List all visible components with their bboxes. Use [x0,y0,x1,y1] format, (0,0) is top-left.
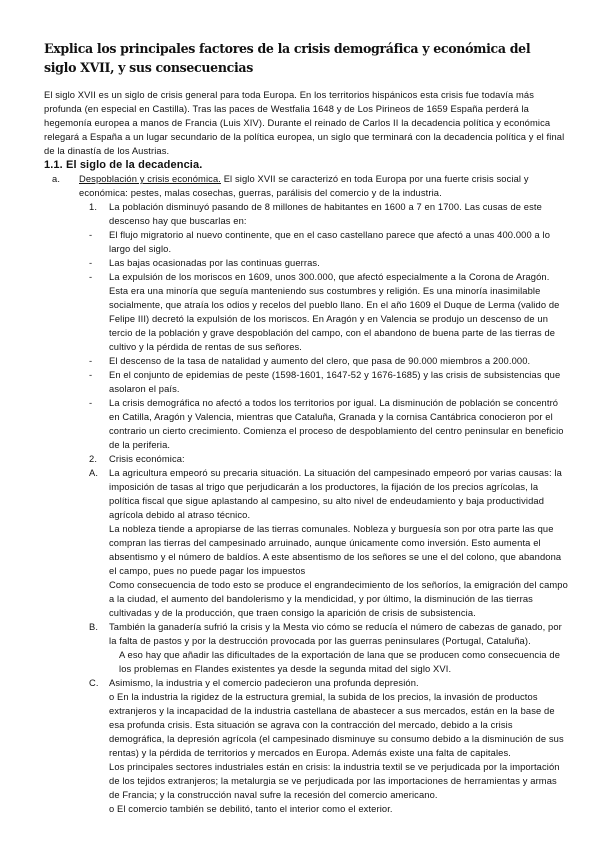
list-item-text: Las bajas ocasionadas por las continuas guerras. [109,258,320,268]
document-body [44,88,570,816]
dash-marker: - [89,230,93,240]
dash-marker: - [89,356,93,366]
list-item-1 [44,200,570,228]
list-item-C [44,676,570,816]
paragraph: Asimismo, la industria y el comercio padecieron una profunda depresión. [109,678,419,688]
list-marker: B. [89,622,99,632]
dash-marker: - [89,398,93,408]
dash-marker: - [89,272,93,282]
list-marker: A. [89,468,99,478]
list-item-2-text: Crisis económica: [109,454,185,464]
list-item [44,396,570,452]
dash-marker: - [89,370,93,380]
subheading-despoblacion: Despoblación y crisis económica. [79,174,221,184]
intro-paragraph: El siglo XVII es un siglo de crisis general para toda Europa. En los territorios hispánicos esta crisis fue todavía más profunda (en especial en Castilla). Tras las paces de Westfalia 1648 y de Los Pirineos de 1659 España perderá la hegemonía europea a manos de Francia (Luis XIV). Durante el reinado de Carlos II la decadencia política y económica relegará a España a un lugar secundario de la política europea, un siglo que terminará con la decadencia política y el final de la dinastía de los Austrias. [44,90,565,156]
list-item-text: En el conjunto de epidemias de peste (1598-1601, 1647-52 y 1676-1685) y las crisis de subsistencias que asolaron el país. [109,370,561,394]
list-item [44,228,570,256]
dash-marker: - [89,258,93,268]
paragraph: o En la industria la rigidez de la estructura gremial, la subida de los precios, la invasión de productos extranjeros y la incapacidad de la industria castellana de abastecer a sus mercados, están en la base de esa profunda crisis. Esta situación se agrava con la contracción del mercado, debido a la crisis demográfica, la depresión agrícola (el campesinado disminuye su consumo debido a la disminución de sus rentas) y la pérdida de territorios y mercados en Europa. Además existe una falta de capitales. [109,692,564,758]
list-item-a-content [79,172,570,200]
list-item-A-content [109,466,570,620]
paragraph: Los principales sectores industriales están en crisis: la industria textil se ve perjudicada por la importación de los tejidos extranjeros; la metalurgia se ve perjudicada por las importaciones de herramientas y armas de Francia; y la construcción naval sufre la recesión del comercio americano. [109,762,560,800]
list-item [44,368,570,396]
list-item-B [44,620,570,676]
list-marker: 1. [89,202,98,212]
list-item-text: La crisis demográfica no afectó a todos los territorios por igual. La disminución de población se concentró en Catilla, Aragón y Valencia, mientras que Cataluña, Granada y la cornisa Cantábrica conocieron por el contrario un cierto crecimiento. Comienza el proceso de despoblamiento del centro peninsular en beneficio de la periferia. [109,398,564,450]
paragraph: Como consecuencia de todo esto se produce el engrandecimiento de los señoríos, la emigración del campo a la ciudad, el aumento del bandolerismo y la mendicidad, y por último, la disminución de las tierras cultivadas y de la producción, que traen consigo la aparición de crisis de subsistencia. [109,580,568,618]
list-item-a-text: El siglo XVII se caracterizó en toda Europa por una fuerte crisis social y económica: pestes, malas cosechas, guerras, parálisis del comercio y de la industria. [79,174,529,198]
paragraph: La agricultura empeoró su precaria situación. La situación del campesinado empeoró por varias causas: la imposición de tasas al trigo que perjudicarán a los productores, la fijación de los precios agrícolas, la política fiscal que sigue aplastando al campesino, su alto nivel de endeudamiento y baja productividad agrícola debido al atraso técnico. [109,468,562,520]
list-item-a [44,172,570,200]
document-title: Explica los principales factores de la crisis demográfica y económica del siglo XVII, y sus consecuencias [44,41,531,75]
paragraph: A eso hay que añadir las dificultades de la exportación de lana que se producen como consecuencia de los problemas en Flandes existentes ya desde la segunda mitad del siglo XVI. [119,650,561,674]
list-marker: C. [89,678,99,688]
section-heading: 1.1. El siglo de la decadencia. [44,159,203,171]
list-item-text: El flujo migratorio al nuevo continente, que en el caso castellano parece que afectó a unas 400.000 a lo largo del siglo. [109,230,551,254]
list-item-C-content [109,676,570,816]
list-marker: a. [52,174,61,184]
list-item-text: La expulsión de los moriscos en 1609, unos 300.000, que afectó especialmente a la Corona de Aragón. Esta era una minoría que seguía manteniendo sus costumbres y religión. Es una minoría inasimilable socialmente, que atraía los odios y recelos del pueblo llano. En el año 1609 el Duque de Lerma (valido de Felipe III) decretó la expulsión de los moriscos. En Aragón y en Valencia se produjo un descenso de un tercio de la población y grave despoblación del campo, con el abandono de buena parte de las tierras de cultivo y la pérdida de rentas de sus señores. [109,272,560,352]
list-marker: 2. [89,454,98,464]
paragraph: La nobleza tiende a apropiarse de las tierras comunales. Nobleza y burguesía son por otra parte las que compran las tierras del campesinado arruinado, aunque únicamente como inversión. Esto aumenta el absentismo y el número de baldíos. A este absentismo de los señores se une el del colono, que abandona el campo, pues no puede pagar los impuestos [109,524,562,576]
list-item [44,256,570,270]
list-item-A [44,466,570,620]
paragraph: También la ganadería sufrió la crisis y la Mesta vio cómo se reducía el número de cabezas de ganado, por la falta de pastos y por la destrucción provocada por las guerras peninsulares (Portugal, Cataluña). [109,622,562,646]
list-item [44,354,570,368]
list-item-1-text: La población disminuyó pasando de 8 millones de habitantes en 1600 a 7 en 1700. Las cusas de este descenso hay que buscarlas en: [109,202,542,226]
list-item-B-content [109,620,570,676]
list-item-2 [44,452,570,466]
list-item [44,270,570,354]
paragraph: o El comercio también se debilitó, tanto el interior como el exterior. [109,804,393,814]
list-item-text: El descenso de la tasa de natalidad y aumento del clero, que pasa de 90.000 miembros a 200.000. [109,356,531,366]
